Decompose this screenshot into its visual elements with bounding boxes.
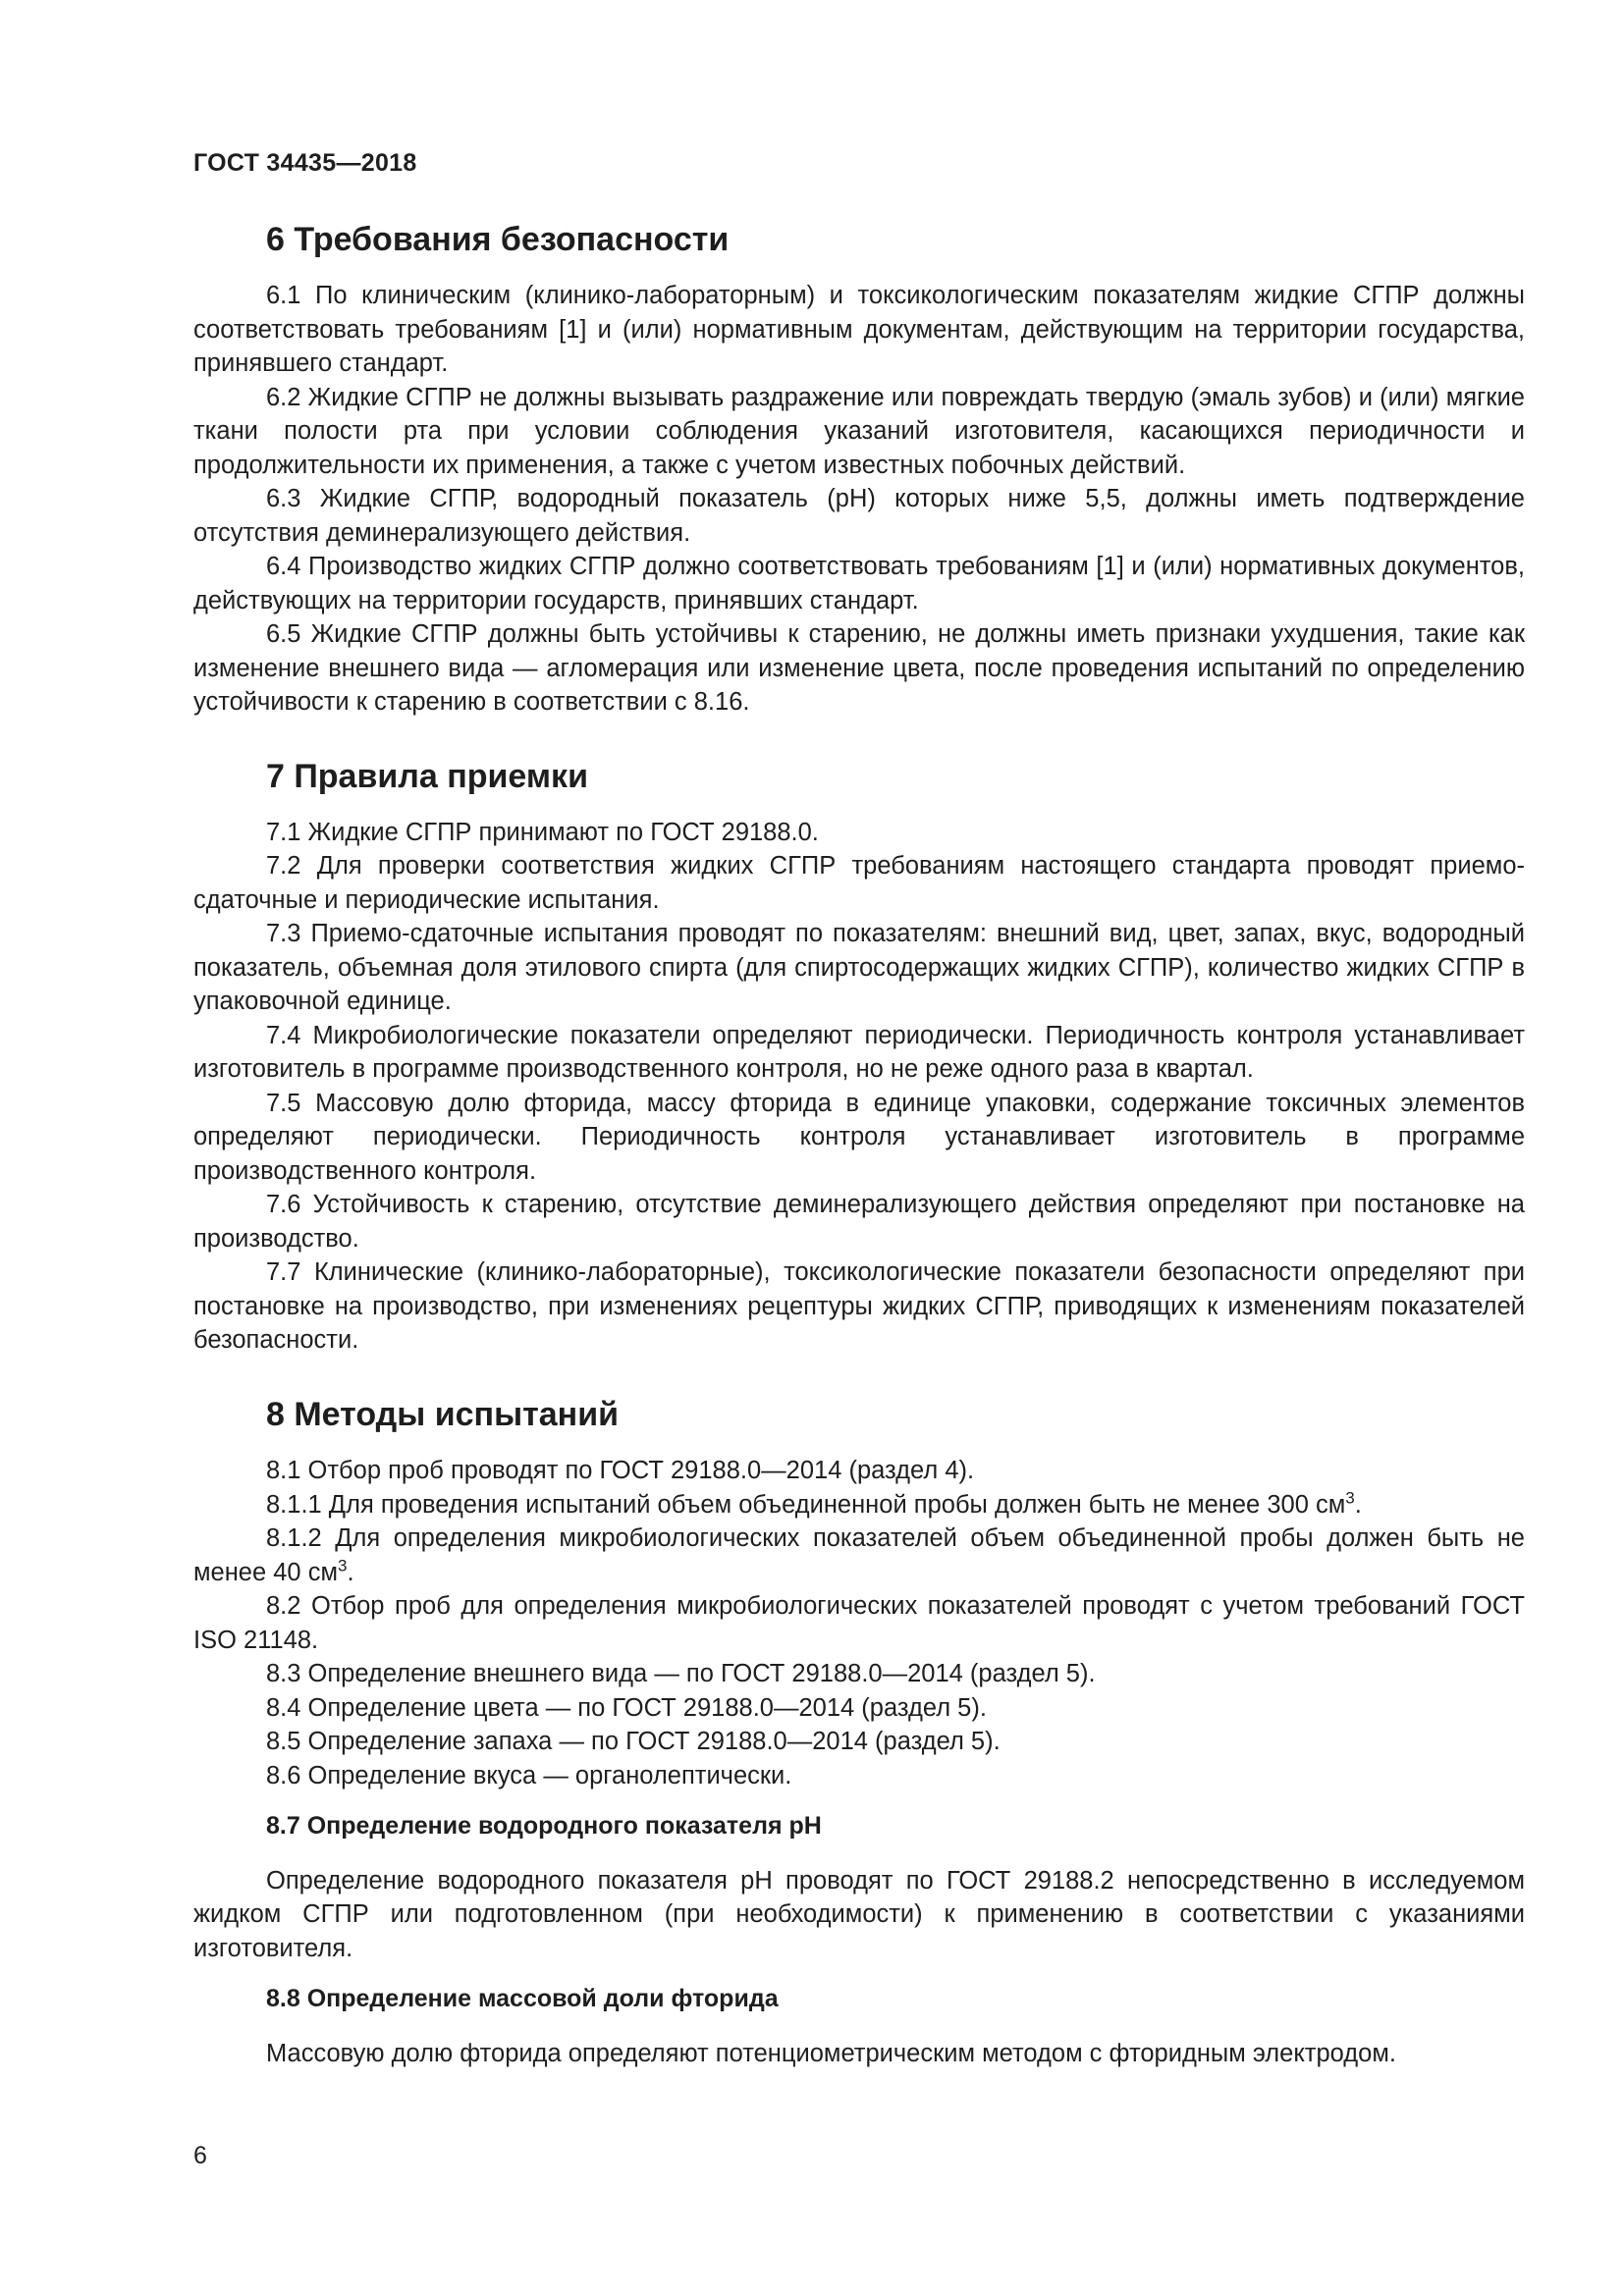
section-6 bbox=[193, 218, 1525, 720]
subsection-heading-8-8: 8.8 Определение массовой доли фторида bbox=[266, 1985, 779, 2013]
paragraph-8-6: 8.6 Определение вкуса — органолептически. bbox=[266, 1761, 792, 1789]
paragraph-6-1: 6.1 По клиническим (клинико-лабораторным) и токсикологическим показателям жидкие СГПР должны соответствовать требованиям [1] и (или) нормативным документам, действующим на территории государства, принявшего стандарт. bbox=[193, 282, 1525, 378]
paragraph-8-3: 8.3 Определение внешнего вида — по ГОСТ 29188.0—2014 (раздел 5). bbox=[266, 1660, 1096, 1688]
paragraph-8-8: Массовую долю фторида определяют потенциометрическим методом с фторидным электродом. bbox=[266, 2039, 1396, 2067]
paragraph-6-5: 6.5 Жидкие СГПР должны быть устойчивы к старению, не должны иметь признаки ухудшения, такие как изменение внешнего вида — агломерация или изменение цвета, после проведения испытаний по определению устойчивости к старению в соответствии с 8.16. bbox=[193, 620, 1525, 717]
superscript: 3 bbox=[1345, 1488, 1355, 1508]
subsection-heading-8-7: 8.7 Определение водородного показателя рН bbox=[266, 1812, 822, 1841]
paragraph-end: . bbox=[1354, 1490, 1362, 1519]
section-heading: 7 Правила приемки bbox=[266, 757, 588, 795]
section-7 bbox=[193, 755, 1525, 1358]
paragraph-8-2: 8.2 Отбор проб для определения микробиологических показателей проводят с учетом требований ГОСТ ISO 21148. bbox=[193, 1592, 1525, 1654]
document-body bbox=[193, 218, 1525, 2106]
paragraph-6-3: 6.3 Жидкие СГПР, водородный показатель (рН) которых ниже 5,5, должны иметь подтверждение отсутствия деминерализующего действия. bbox=[193, 485, 1525, 547]
paragraph-8-1-1 bbox=[193, 1488, 1525, 1522]
paragraph-7-7: 7.7 Клинические (клинико-лабораторные), токсикологические показатели безопасности определяют при постановке на производство, при изменениях рецептуры жидких СГПР, приводящих к изменениям показателей безопасности. bbox=[193, 1258, 1525, 1355]
paragraph-6-2: 6.2 Жидкие СГПР не должны вызывать раздражение или повреждать твердую (эмаль зубов) и (или) мягкие ткани полости рта при условии соблюдения указаний изготовителя, касающихся периодичности и продолжительности их применения, а также с учетом известных побочных действий. bbox=[193, 383, 1525, 479]
page-number: 6 bbox=[193, 2142, 207, 2169]
section-heading: 6 Требования безопасности bbox=[266, 221, 730, 258]
section-heading: 8 Методы испытаний bbox=[266, 1395, 620, 1433]
paragraph-7-1: 7.1 Жидкие СГПР принимают по ГОСТ 29188.0. bbox=[266, 818, 819, 846]
paragraph-7-3: 7.3 Приемо-сдаточные испытания проводят по показателям: внешний вид, цвет, запах, вкус, водородный показатель, объемная доля этилового спирта (для спиртосодержащих жидких СГПР), количество жидких СГПР в упаковочной единице. bbox=[193, 920, 1525, 1016]
paragraph-6-4: 6.4 Производство жидких СГПР должно соответствовать требованиям [1] и (или) нормативных документов, действующих на территории государств, принявших стандарт. bbox=[193, 553, 1525, 614]
paragraph-7-6: 7.6 Устойчивость к старению, отсутствие деминерализующего действия определяют при постановке на производство. bbox=[193, 1191, 1525, 1253]
paragraph-end: . bbox=[347, 1558, 354, 1586]
paragraph-7-4: 7.4 Микробиологические показатели определяют периодически. Периодичность контроля устанавливает изготовитель в программе производственного контроля, но не реже одного раза в квартал. bbox=[193, 1021, 1525, 1084]
paragraph-8-4: 8.4 Определение цвета — по ГОСТ 29188.0—2014 (раздел 5). bbox=[266, 1693, 987, 1722]
paragraph-7-5: 7.5 Массовую долю фторида, массу фторида в единице упаковки, содержание токсичных элементов определяют периодически. Периодичность контроля устанавливает изготовитель в программе производственного контроля. bbox=[193, 1089, 1525, 1185]
superscript: 3 bbox=[337, 1556, 348, 1575]
paragraph-7-2: 7.2 Для проверки соответствия жидких СГПР требованиям настоящего стандарта проводят приемо-сдаточные и периодические испытания. bbox=[193, 852, 1525, 914]
paragraph-8-1-2 bbox=[193, 1522, 1525, 1589]
paragraph-text: 8.1.1 Для проведения испытаний объем объединенной пробы должен быть не менее 300 см bbox=[266, 1490, 1346, 1519]
paragraph-8-7: Определение водородного показателя рН проводят по ГОСТ 29188.2 непосредственно в исследуемом жидком СГПР или подготовленном (при необходимости) к применению в соответствии с указаниями изготовителя. bbox=[193, 1866, 1525, 1962]
document-code-header: ГОСТ 34435—2018 bbox=[193, 149, 417, 177]
paragraph-8-5: 8.5 Определение запаха — по ГОСТ 29188.0—2014 (раздел 5). bbox=[266, 1728, 1001, 1756]
paragraph-text: 8.1.2 Для определения микробиологических показателей объем объединенной пробы должен быть не менее 40 см bbox=[193, 1524, 1525, 1586]
section-8 bbox=[193, 1393, 1525, 2070]
paragraph-8-1: 8.1 Отбор проб проводят по ГОСТ 29188.0—2014 (раздел 4). bbox=[266, 1457, 975, 1485]
